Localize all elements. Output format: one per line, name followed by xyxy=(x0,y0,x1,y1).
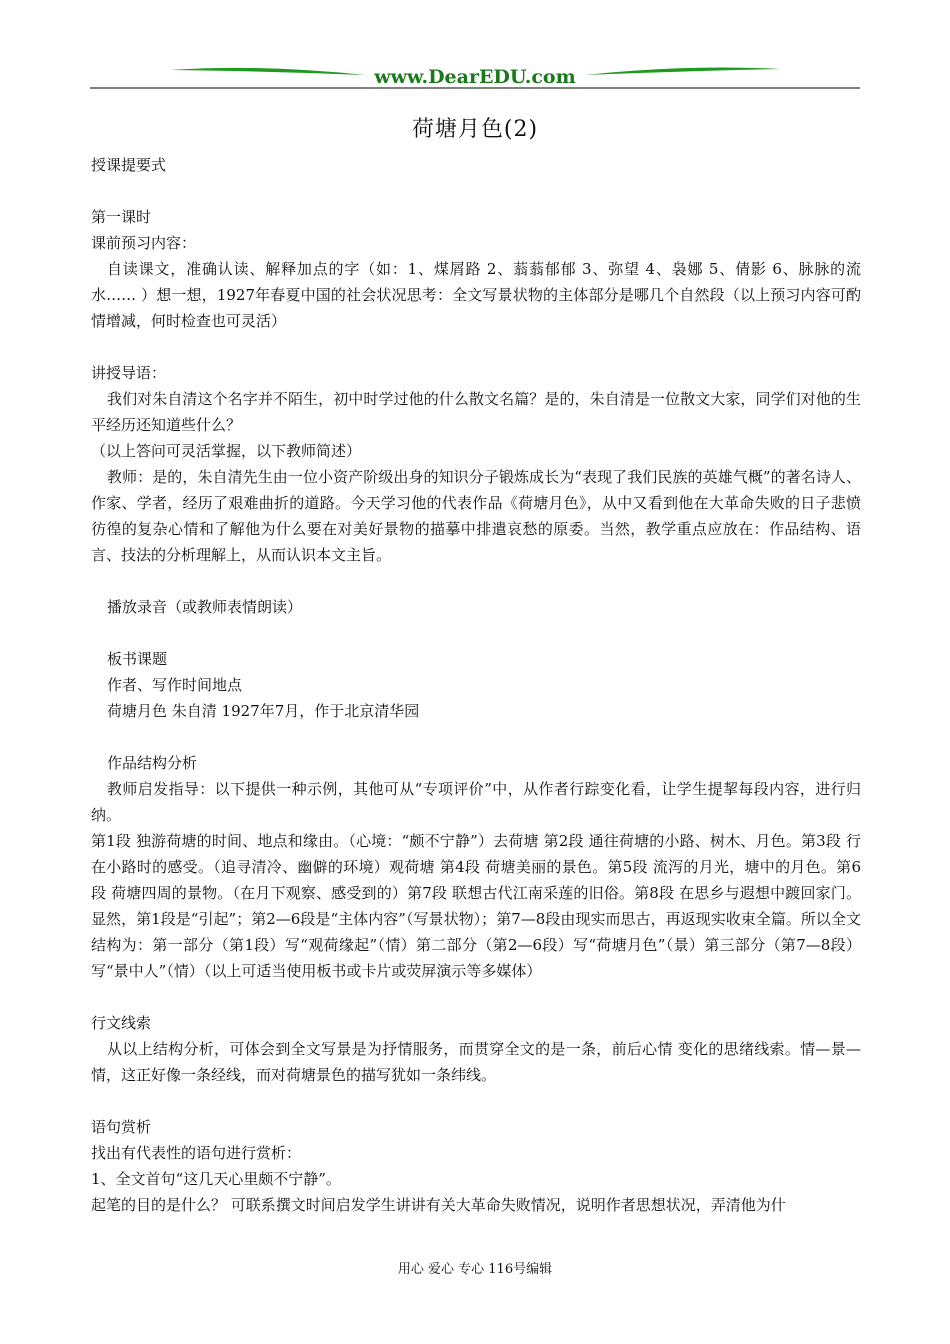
sentence-item-1: 1、全文首句“这几天心里颇不宁静”。 xyxy=(91,1170,341,1188)
teacher-paragraph: 教师：是的，朱自清先生由一位小资产阶级出身的知识分子锻炼成长为“表现了我们民族的英雄气概”的著名诗人、作家、学者，经历了艰难曲折的道路。今天学习他的代表作品《荷塘月色》，从中又看到他在大革命失败的日子悲愤彷徨的复杂心情和了解他为什么要在对美好景物的描摹中排遣哀愁的原委。当然，教学重点应放在：作品结构、语言、技法的分析理解上，从而认识本文主旨。 xyxy=(91,468,861,564)
recording-line: 播放录音（或教师表情朗读） xyxy=(107,598,303,616)
board-heading: 板书课题 xyxy=(107,650,168,668)
page-footer: 用心 爱心 专心 116号编辑 xyxy=(397,1262,553,1277)
page-header xyxy=(90,58,860,92)
section-heading: 授课提要式 xyxy=(91,156,167,174)
structure-paragraph: 第1段 独游荷塘的时间、地点和缘由。（心境：“颇不宁静”）去荷塘 第2段 通往荷塘的小路、树木、月色。第3段 行在小路时的感受。（追寻清冷、幽僻的环境）观荷塘 第4段 荷塘美丽的景色。第5段 流泻的月光，塘中的月色。第6段 荷塘四周的景物。（在月下观察、感受到的）第7段 联想古代江南采莲的旧俗。第8段 在思乡与遐想中踱回家门。显然，第1段是“引起”；第2—6段是“主体内容”（写景状物）；第7—8段由现实而思古，再返现实收束全篇。所以全文结构为：第一部分（第1段）写“观荷缘起”（情）第二部分（第2—6段）写“荷塘月色”（景）第三部分（第7—8段）写“景中人”（情）（以上可适当使用板书或卡片或荧屏演示等多媒体） xyxy=(91,832,861,980)
board-line-title: 荷塘月色 朱自清 1927年7月，作于北京清华园 xyxy=(107,702,420,720)
sentence-item-1-analysis: 起笔的目的是什么？ 可联系撰文时间启发学生讲讲有关大革命失败情况，说明作者思想状况，弄清他为什 xyxy=(91,1196,786,1214)
lesson-heading: 第一课时 xyxy=(91,208,152,226)
preview-heading: 课前预习内容： xyxy=(91,234,197,252)
structure-heading: 作品结构分析 xyxy=(107,754,198,772)
thread-heading: 行文线索 xyxy=(91,1014,152,1032)
thread-paragraph: 从以上结构分析，可体会到全文写景是为抒情服务，而贯穿全文的是一条，前后心情 变化的思绪线索。情—景—情，这正好像一条经线，而对荷塘景色的描写犹如一条纬线。 xyxy=(91,1040,861,1084)
structure-guide: 教师启发指导：以下提供一种示例，其他可从“专项评价”中，从作者行踪变化看，让学生提挈每段内容，进行归纳。 xyxy=(91,780,861,824)
intro-paragraph: 我们对朱自清这个名字并不陌生，初中时学过他的什么散文名篇？是的，朱自清是一位散文大家，同学们对他的生平经历还知道些什么？ xyxy=(91,390,861,434)
document-body xyxy=(91,152,861,1218)
intro-note: （以上答问可灵活掌握，以下教师简述） xyxy=(91,442,362,460)
left-swoosh xyxy=(170,68,365,75)
page-title: 荷塘月色(2) xyxy=(411,117,539,142)
preview-paragraph: 自读课文，准确认读、解释加点的字（如：1、煤屑路 2、蓊蓊郁郁 3、弥望 4、袅娜 5、倩影 6、脉脉的流水…… ）想一想，1927年春夏中国的社会状况思考：全文写景状物的主体部分是哪几个自然段（以上预习内容可酌情增减，何时检查也可灵活） xyxy=(91,260,861,330)
board-line-author: 作者、写作时间地点 xyxy=(107,676,243,694)
site-logo-banner xyxy=(90,58,860,92)
right-swoosh xyxy=(585,67,780,75)
sentence-heading: 语句赏析 xyxy=(91,1118,152,1136)
intro-heading: 讲授导语： xyxy=(91,364,167,382)
site-logo-text: www.DearEDU.com xyxy=(374,66,576,88)
sentence-instruction: 找出有代表性的语句进行赏析： xyxy=(91,1144,302,1162)
